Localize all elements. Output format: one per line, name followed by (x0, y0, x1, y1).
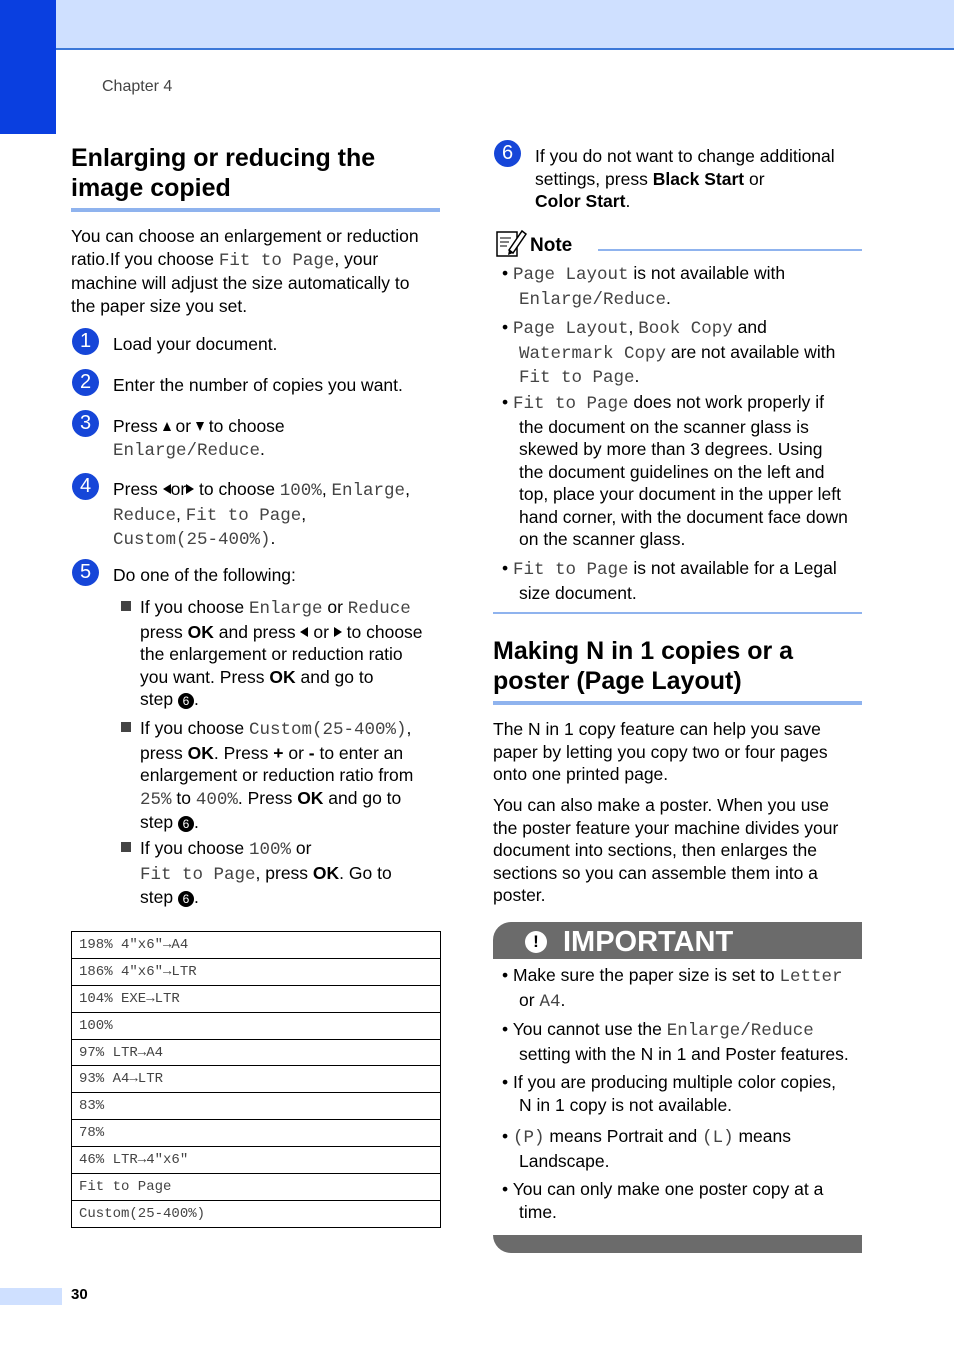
exclamation-icon: ! (525, 931, 547, 953)
note-bottom-rule (493, 612, 862, 614)
paragraph-poster: You can also make a poster. When you use the poster feature your machine divides your document into sections, then enlarges the sections so you can assemble them into a poster. (493, 795, 839, 905)
note-item: • Page Layout is not available with Enlarge/Reduce. (502, 263, 786, 310)
substep-custom: If you choose Custom(25-400%), press OK. Press + or - to enter an enlargement or reduction ratio from 25% to 400%. Press OK and go to step 6 . (121, 717, 460, 834)
substep-enlarge-reduce: If you choose Enlarge or Reduce press OK and press or to choose the enlargement or reduction ratio you want. Press OK and go to step 6 . (121, 596, 460, 711)
ratio-table (71, 931, 441, 1228)
intro-paragraph: You can choose an enlargement or reduction ratio.If you choose Fit to Page, your machine will adjust the size automatically to the paper size you set. (71, 226, 419, 316)
footer-band (0, 1288, 62, 1305)
step-text: If you do not want to change additional settings, press Black Start or Color Start. (535, 146, 835, 211)
note-label: Note (530, 235, 573, 256)
important-item: • Make sure the paper size is set to Letter or A4. (502, 965, 843, 1012)
note-pencil-icon (495, 228, 527, 258)
step-text: Load your document. (113, 334, 278, 354)
step-number: 6 (494, 140, 521, 167)
table-row: 186% 4"x6"→LTR (72, 958, 441, 985)
note-rule (598, 249, 862, 251)
down-arrow-icon (196, 422, 204, 431)
important-bottom-bar (493, 1235, 862, 1253)
square-bullet-icon (121, 842, 131, 852)
step-text: Press or to choose 100%, Enlarge, Reduce, Fit to Page, Custom(25-400%). (113, 479, 410, 550)
step-number: 5 (72, 559, 99, 586)
step-ref-icon: 6 (178, 693, 194, 709)
up-arrow-icon (163, 422, 171, 431)
section-rule (71, 208, 440, 212)
table-row: Custom(25-400%) (72, 1200, 441, 1227)
note-item: • Fit to Page is not available for a Legal size document. (502, 558, 837, 603)
step-text: Do one of the following: (113, 565, 296, 585)
note-item: • Fit to Page does not work properly if the document on the scanner glass is skewed by more than 3 degrees. Using the document guidelines on the left and top, place your document in the upper left hand corner, with the document face down on the scanner glass. (502, 392, 848, 549)
step-ref-icon: 6 (178, 816, 194, 832)
table-row: 93% A4→LTR (72, 1066, 441, 1093)
chapter-tab (0, 0, 56, 134)
step-ref-icon: 6 (178, 891, 194, 907)
section-title-making-n-in-1: Making N in 1 copies or a poster (Page Layout) (493, 637, 794, 695)
step-number: 4 (72, 473, 99, 500)
important-item: • You can only make one poster copy at a time. (502, 1179, 824, 1222)
header-band (0, 0, 954, 50)
step-number: 1 (72, 328, 99, 355)
page-number: 30 (71, 1286, 88, 1303)
table-row: 198% 4"x6"→A4 (72, 932, 441, 959)
paragraph-n-in-1: The N in 1 copy feature can help you save paper by letting you copy two or four pages onto one printed page. (493, 719, 828, 784)
table-row: 46% LTR→4"x6" (72, 1147, 441, 1174)
substep-100-fit: If you choose 100% or Fit to Page, press OK. Go to step 6 . (121, 837, 460, 909)
section-rule (493, 701, 862, 705)
table-row: 78% (72, 1120, 441, 1147)
step-text: Enter the number of copies you want. (113, 375, 403, 395)
section-title-enlarging: Enlarging or reducing the image copied (71, 144, 376, 202)
important-item: • (P) means Portrait and (L) means Landscape. (502, 1126, 791, 1171)
right-arrow-icon (334, 627, 342, 637)
table-row: Fit to Page (72, 1174, 441, 1201)
note-item: • Page Layout, Book Copy and Watermark Copy are not available with Fit to Page. (502, 317, 836, 388)
step-text: Press or to choose Enlarge/Reduce. (113, 416, 285, 461)
step-number: 3 (72, 410, 99, 437)
square-bullet-icon (121, 722, 131, 732)
important-item: • If you are producing multiple color copies, N in 1 copy is not available. (502, 1072, 836, 1115)
table-row: 100% (72, 1012, 441, 1039)
square-bullet-icon (121, 601, 131, 611)
important-item: • You cannot use the Enlarge/Reduce setting with the N in 1 and Poster features. (502, 1019, 849, 1064)
important-label: IMPORTANT (563, 926, 734, 958)
right-arrow-icon (186, 484, 194, 494)
left-arrow-icon (163, 484, 171, 494)
table-row: 83% (72, 1093, 441, 1120)
step-number: 2 (72, 369, 99, 396)
table-row: 104% EXE→LTR (72, 985, 441, 1012)
chapter-label: Chapter 4 (102, 78, 173, 95)
table-row: 97% LTR→A4 (72, 1039, 441, 1066)
